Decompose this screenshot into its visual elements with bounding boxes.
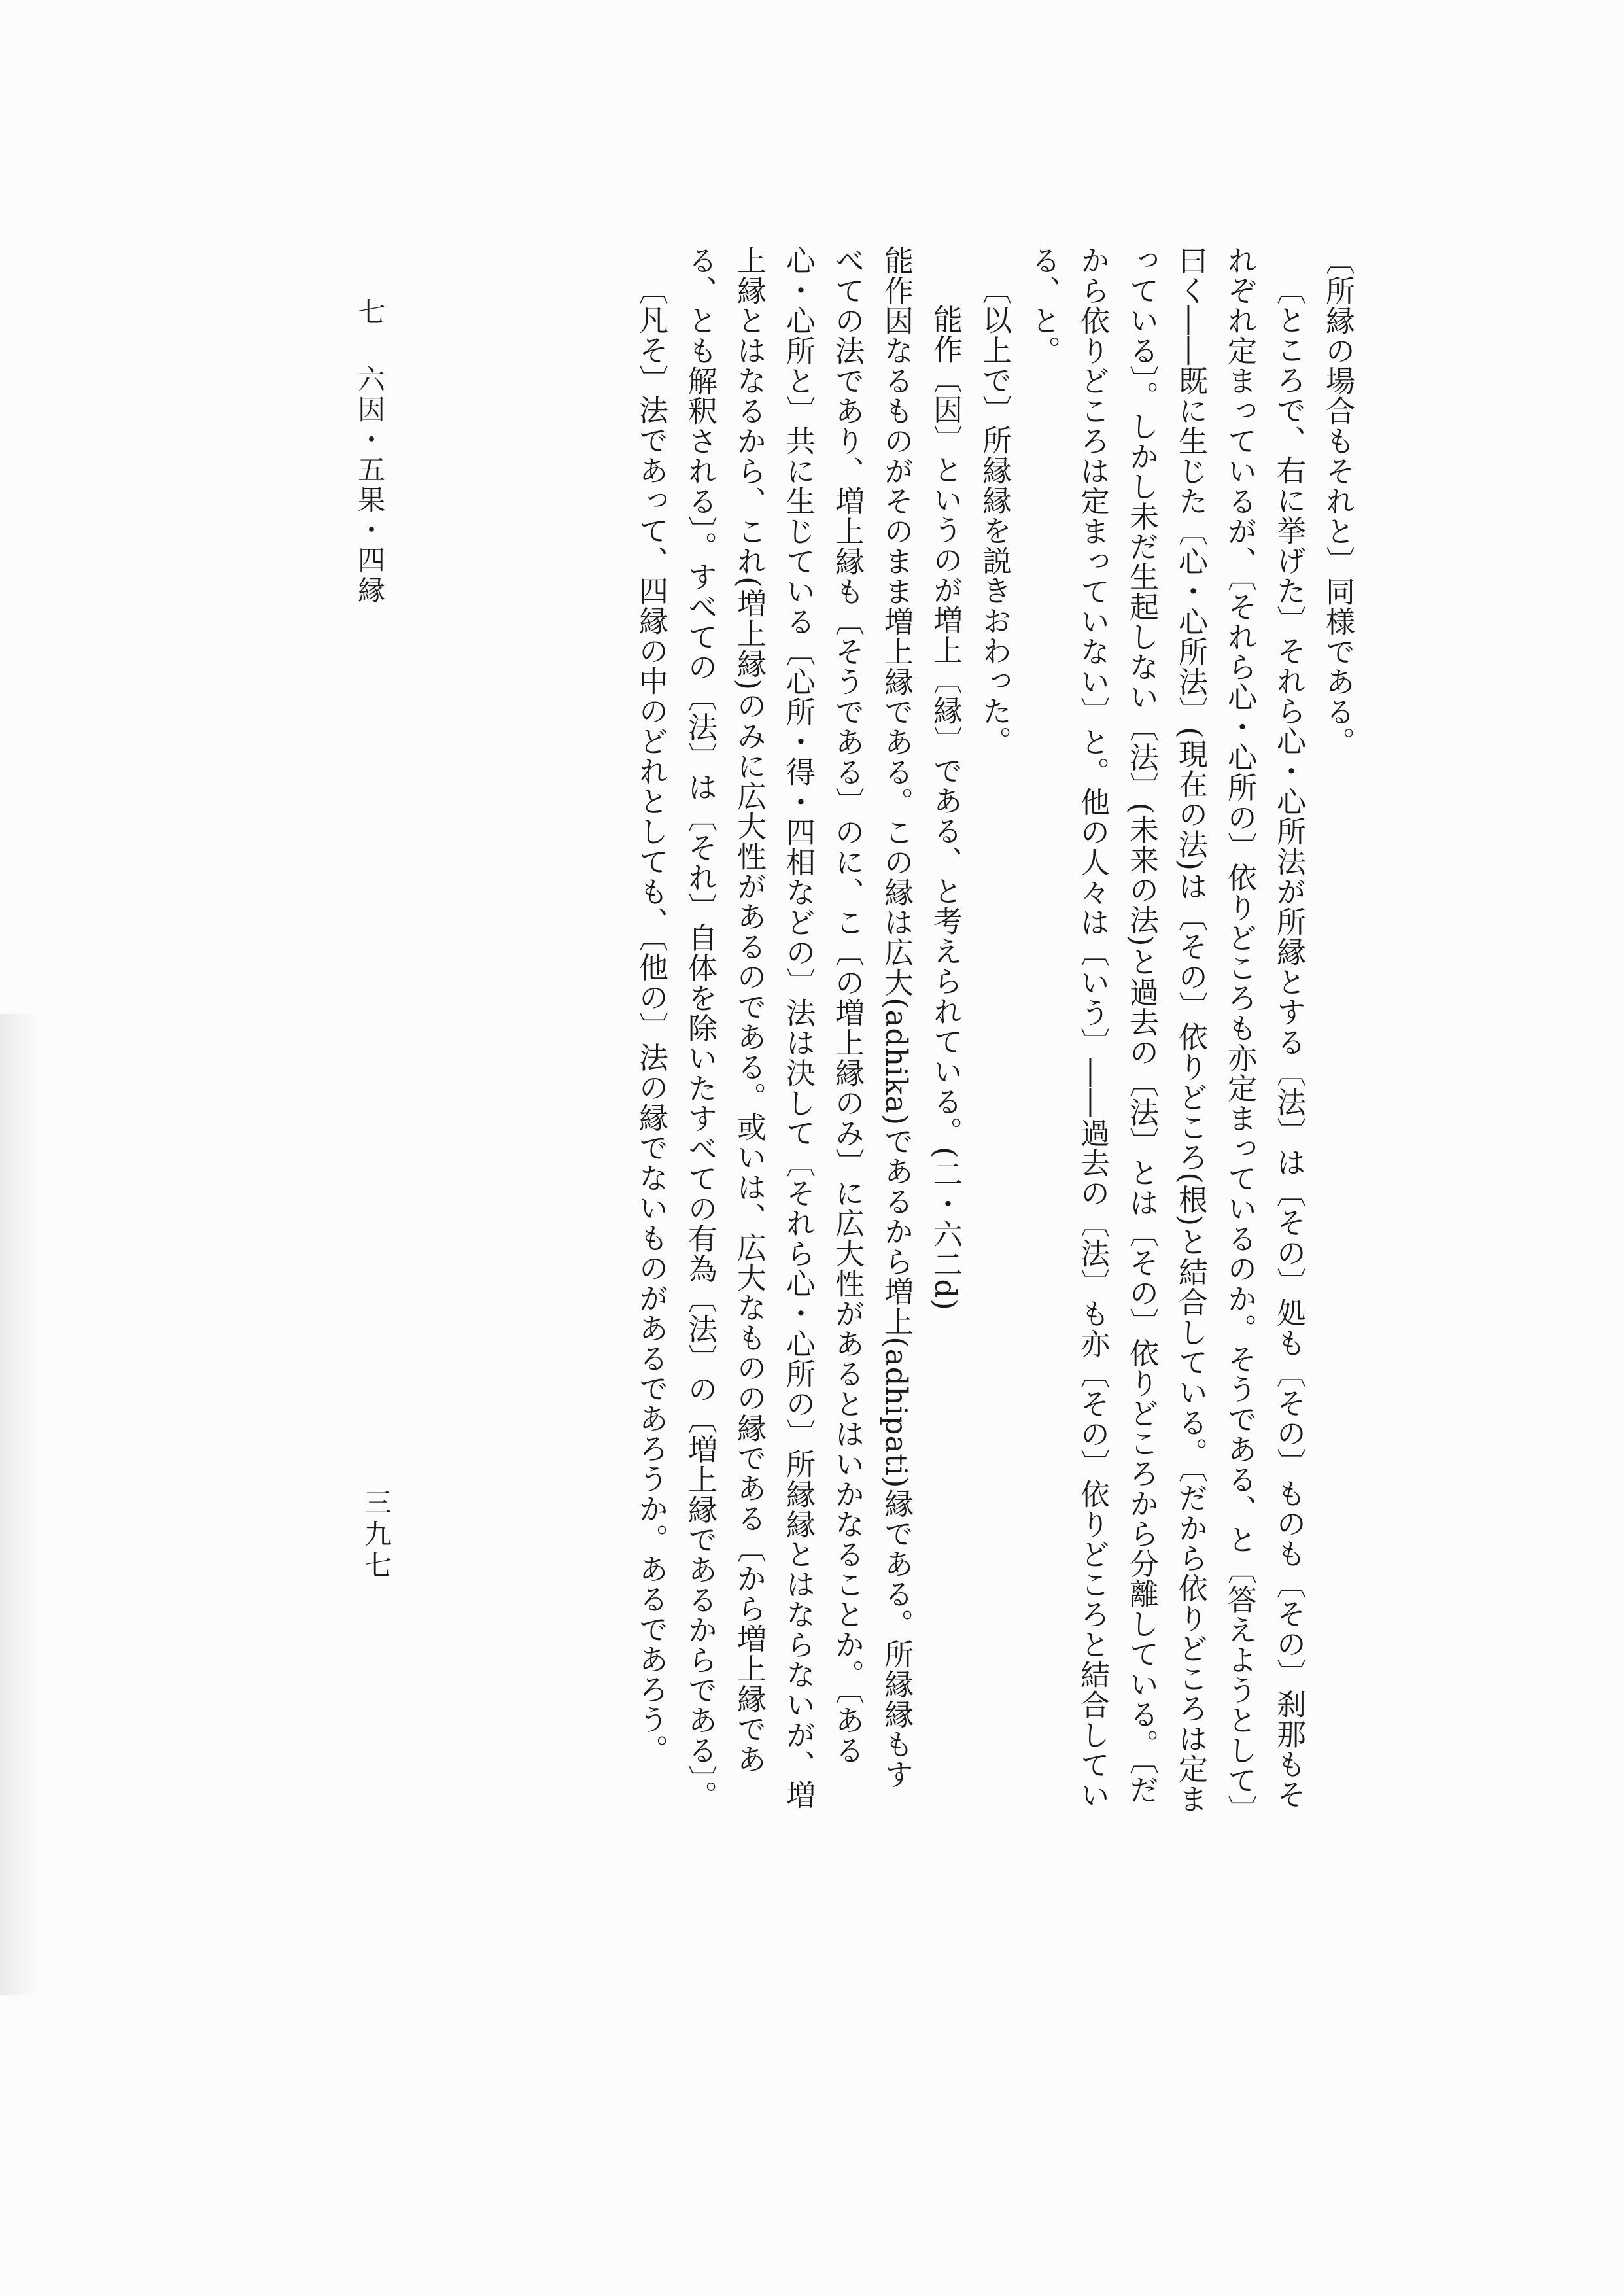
paragraph-5: 能作因なるものがそのまま増上縁である。この縁は広大(adhika)であるから増上(adhipati)縁である。所縁縁もすべての法であり、増上縁も〔そうである〕のに、こ〔の増上縁のみ〕に広大性があるとはいかなることか。〔ある心・心所と〕共に生じている〔心所・得・四相などの〕法は決して〔それら心・心所の〕所縁縁とはならないが、増上縁とはなるから、これ(増上縁)のみに広大性があるのである。或いは、広大なものの縁である〔から増上縁である、とも解釈される〕。すべての〔法〕は〔それ〕自体を除いたすべての有為〔法〕の〔増上縁であるからである〕。 (683, 245, 914, 1811)
running-footer (350, 298, 389, 606)
page-number: 三九七 (360, 1488, 392, 1582)
section-title: 六因・五果・四縁 (354, 365, 386, 606)
paragraph-4: 能作〔因〕というのが増上〔縁〕である、と考えられている。(二・六二d) (928, 304, 963, 1311)
body-text (627, 245, 1362, 1815)
paragraph-1: 〔所縁の場合もそれと〕同様である。 (1321, 245, 1355, 757)
paragraph-2: 〔ところで、右に挙げた〕それら心・心所法が所縁とする〔法〕は〔その〕処も〔その〕ものも〔その〕刹那もそれぞれ定まっているが、〔それら心・心所の〕依りどころも亦定まっているのか。そうである、と〔答えようとして〕曰く――既に生じた〔心・心所法〕(現在の法)は〔その〕依りどころ(根)と結合している。〔だから依りどころは定まっている〕。しかし未だ生起しない〔法〕(未来の法)と過去の〔法〕とは〔その〕依りどころから分離している。〔だから依りどころは定まっていない〕と。他の人々は〔いう〕――過去の〔法〕も亦〔その〕依りどころと結合している、と。 (1026, 245, 1306, 1814)
paragraph-3: 〔以上で〕所縁縁を説きおわった。 (977, 275, 1012, 756)
binding-shadow (0, 1014, 39, 1995)
paragraph-6: 〔凡そ〕法であって、四縁の中のどれとしても、〔他の〕法の縁でないものがあるであろうか。あるであろう。 (634, 275, 668, 1765)
section-number: 七 (354, 298, 386, 328)
